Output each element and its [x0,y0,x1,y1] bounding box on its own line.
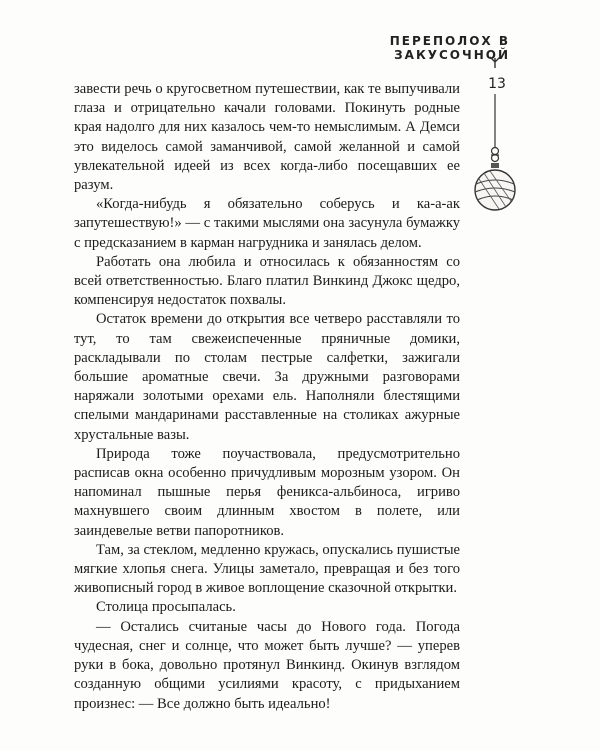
paragraph: Работать она любила и относилась к обязанностям со всей ответственностью. Благо платил Винкинд Джокс щедро, компенсируя недостаток похвалы. [74,253,460,309]
page-number: 13 [488,76,506,92]
paragraph: «Когда-нибудь я обязательно соберусь и ка-а-ак запутешествую!» — с такими мыслями она засунула бумажку с предсказанием в карман нагрудника и занялась делом. [74,196,460,251]
paragraph: Столица просыпалась. [96,599,236,616]
paragraph: завести речь о кругосветном путешествии, как те выпучивали глаза и отрицательно качали головами. Покинуть родные края надолго для них казалось чем-то немыслимым. А Демси это виделось самой заманчивой, самой желанной и самой увлекательной идеей из всех когда-либо посещавших ее разум. [74,81,460,194]
paragraph: — Остались считаные часы до Нового года. Погода чудесная, снег и солнце, что может быть лучше? — уперев руки в бока, довольно протянул Винкинд. Окинув взглядом созданную общими усилиями красоту, с придыханием произнес: — Все должно быть идеально! [74,618,460,712]
running-title: ПЕРЕПОЛОХ В ЗАКУСОЧНОЙ [389,34,510,62]
paragraph: Там, за стеклом, медленно кружась, опускались пушистые мягкие хлопья снега. Улицы заметало, превращая и без того живописный город в живое воплощение сказочной открытки. [74,541,460,597]
body-text [74,80,460,714]
paragraph: Природа тоже поучаствовала, предусмотрительно расписав окна особенно причудливым морозным узором. Он напоминал пышные перья феникса-альбиноса, игриво махнувшего своим длинным хвостом в полете, или заиндевелые ветви папоротников. [74,445,460,539]
paragraph: Остаток времени до открытия все четверо расставляли то тут, то там свежеиспеченные пряничные домики, раскладывали по столам пестрые салфетки, зажигали большие ароматные свечи. За дружными разговорами наряжали золотыми орехами ель. Наполняли блестящими спелыми мандаринами расставленные на столиках ажурные хрустальные вазы. [74,311,460,443]
